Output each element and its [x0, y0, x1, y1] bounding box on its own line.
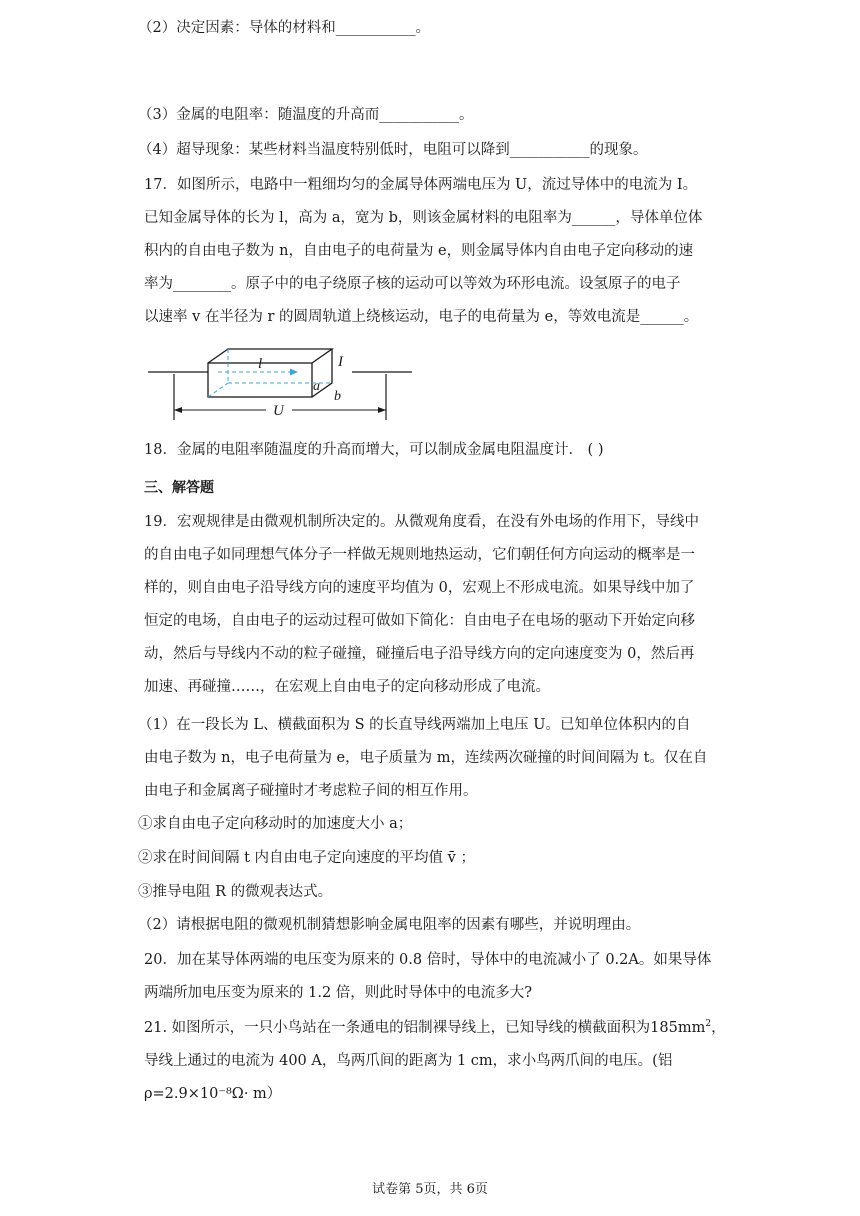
text-line: ①求自由电子定向移动时的加速度大小 a； — [138, 816, 413, 832]
question-21-line — [144, 1018, 726, 1038]
question-17-line: 17．如图所示，电路中一粗细均匀的金属导体两端电压为 U，流过导体中的电流为 I。 — [144, 177, 698, 193]
section-heading: 三、解答题 — [144, 480, 214, 496]
text-line: 恒定的电场，自由电子的运动过程可做如下简化：自由电子在电场的驱动下开始定向移 — [144, 613, 695, 629]
hidden-edge — [208, 383, 228, 397]
page-footer: 试卷第 5页，共 6页 — [372, 1182, 488, 1197]
current-arrow-icon — [290, 369, 298, 376]
conductor-figure — [140, 340, 420, 434]
text-line: ρ=2.9×10⁻⁸Ω· m） — [144, 1086, 282, 1102]
text-line: 的自由电子如同理想气体分子一样做无规则地热运动，它们朝任何方向运动的概率是一 — [144, 547, 695, 563]
question-19-line: 19．宏观规律是由微观机制所决定的。从微观角度看，在没有外电场的作用下，导线中 — [144, 514, 699, 530]
text-line: 加速、再碰撞……，在宏观上自由电子的定向移动形成了电流。 — [144, 679, 550, 695]
text-line: 由电子数为 n，电子电荷量为 e，电子质量为 m，连续两次碰撞的时间间隔为 t。仅在自 — [144, 750, 708, 766]
label-current: I — [338, 354, 343, 370]
text-line: （2）请根据电阻的微观机制猜想影响金属电阻率的因素有哪些，并说明理由。 — [138, 917, 641, 933]
text-span: ， — [711, 1020, 726, 1036]
text-line: （4）超导现象：某些材料当温度特别低时，电阻可以降到___________的现象。 — [138, 142, 648, 158]
text-line: 率为________。原子中的电子绕原子核的运动可以等效为环形电流。设氢原子的电子 — [144, 276, 681, 292]
top-face — [208, 349, 332, 363]
text-span: 21. 如图所示，一只小鸟站在一条通电的铝制裸导线上，已知导线的横截面积为185mm — [144, 1020, 706, 1036]
text-line: ②求在时间间隔 t 内自由电子定向速度的平均值 v̄ ； — [138, 850, 475, 866]
text-line: 积内的自由电子数为 n，自由电子的电荷量为 e，则金属导体内自由电子定向移动的速 — [144, 243, 694, 259]
text-line: （3）金属的电阻率：随温度的升高而___________。 — [138, 107, 474, 123]
text-line: 两端所加电压变为原来的 1.2 倍，则此时导体中的电流多大? — [144, 985, 533, 1001]
text-line: ③推导电阻 R 的微观表达式。 — [138, 884, 333, 900]
question-20-line: 20．加在某导体两端的电压变为原来的 0.8 倍时，导体中的电流减小了 0.2A。如果导体 — [144, 952, 712, 968]
text-line: 导线上通过的电流为 400 A，鸟两爪间的距离为 1 cm，求小鸟两爪间的电压。(铝 — [144, 1053, 673, 1069]
arrow-left-icon — [174, 407, 182, 413]
text-line: 以速率 v 在半径为 r 的圆周轨道上绕核运动，电子的电荷量为 e，等效电流是______。 — [144, 309, 699, 325]
text-line: （2）决定因素：导体的材料和___________。 — [138, 20, 430, 36]
text-line: 动，然后与导线内不动的粒子碰撞，碰撞后电子沿导线方向的定向速度变为 0，然后再 — [144, 646, 695, 662]
arrow-right-icon — [378, 407, 386, 413]
conductor-diagram — [140, 340, 420, 430]
label-voltage: U — [273, 403, 284, 419]
text-line: 样的，则自由电子沿导线方向的速度平均值为 0，宏观上不形成电流。如果导线中加了 — [144, 580, 695, 596]
label-l: l — [258, 356, 263, 372]
text-line: 由电子和金属离子碰撞时才考虑粒子间的相互作用。 — [144, 783, 478, 799]
text-line: 已知金属导体的长为 l，高为 a，宽为 b，则该金属材料的电阻率为______，导体单位体 — [144, 210, 703, 226]
question-18-line: 18．金属的电阻率随温度的升高而增大，可以制成金属电阻温度计． ( ) — [144, 442, 604, 458]
superscript: 2 — [705, 1019, 712, 1029]
label-width: b — [334, 389, 341, 404]
label-height: a — [313, 379, 320, 394]
text-line: （1）在一段长为 L、横截面积为 S 的长直导线两端加上电压 U。已知单位体积内的自 — [138, 717, 691, 733]
